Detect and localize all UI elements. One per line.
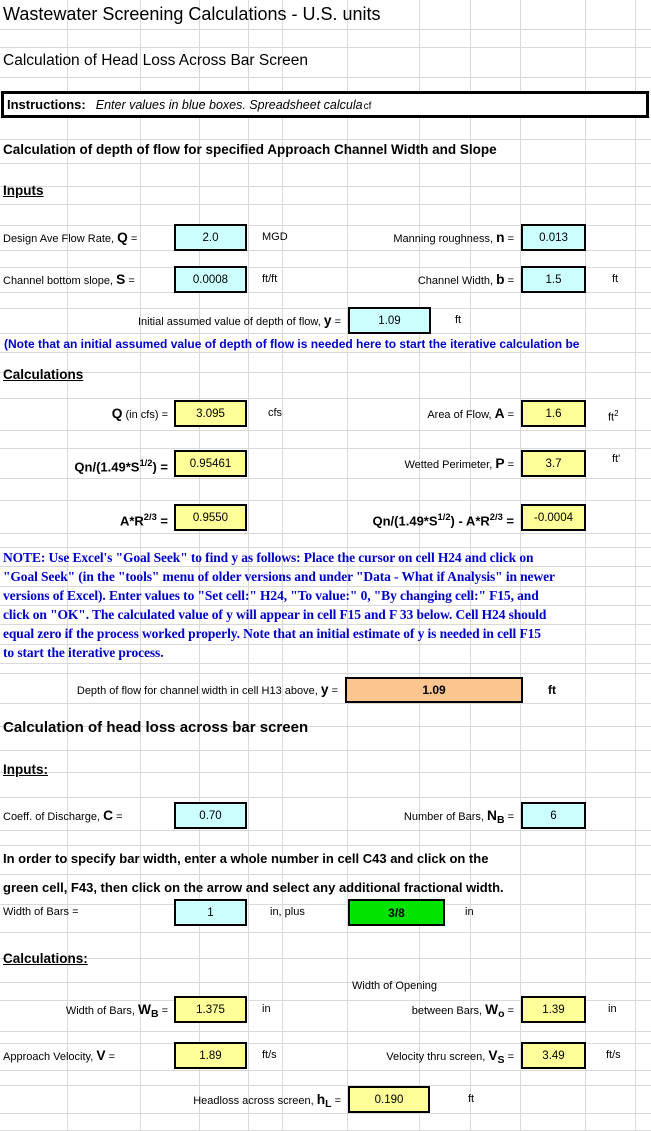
channel-width-input[interactable]: 1.5 <box>521 266 586 293</box>
section1-heading: Calculation of depth of flow for specified Approach Channel Width and Slope <box>3 142 497 157</box>
page-subtitle: Calculation of Head Loss Across Bar Screen <box>3 52 308 69</box>
wo-unit: in <box>608 1003 617 1015</box>
initial-depth-unit: ft <box>455 314 462 326</box>
ar-term-label: $A*R^{2/3}$ = <box>119 512 168 529</box>
goal-seek-note-line: NOTE: Use Excel's "Goal Seek" to find y as follows: Place the cursor on cell H24 and click on <box>3 550 534 565</box>
q-cfs-unit: cfs <box>268 407 283 419</box>
wetted-perimeter-label: Wetted Perimeter, P = <box>404 456 514 471</box>
discharge-coeff-input[interactable]: 0.70 <box>174 802 247 829</box>
q-cfs-label: Q (in cfs) = <box>111 406 168 421</box>
section1-calcs-heading: Calculations <box>3 367 84 382</box>
instructions-text: Enter values in blue boxes. Spreadsheet calcula <box>95 97 363 112</box>
instructions-clipped-text: cf <box>363 101 372 112</box>
bar-width-label: Width of Bars = <box>3 906 79 918</box>
section2-calcs-heading: Calculations: <box>3 951 88 966</box>
screen-velocity-label: Velocity thru screen, $V_S$ = <box>386 1048 514 1067</box>
area-label: Area of Flow, A = <box>427 406 514 421</box>
instructions-label: Instructions: <box>7 97 86 112</box>
ar-term-value: 0.9550 <box>174 504 247 531</box>
residual-value: -0.0004 <box>521 504 586 531</box>
manning-label: Manning roughness, n = <box>393 230 514 245</box>
wetted-perimeter-unit: ft' <box>612 453 621 465</box>
bar-width-fraction-select[interactable]: 3/8 <box>348 899 445 926</box>
depth-result-unit: ft <box>548 683 556 697</box>
slope-label: Channel bottom slope, S = <box>3 272 135 287</box>
goal-seek-note-line: equal zero if the process worked properly. Note that an initial estimate of y is needed in cell F15 <box>3 626 541 641</box>
channel-width-label: Channel Width, b = <box>417 272 514 287</box>
instructions-banner <box>1 91 649 118</box>
num-bars-input[interactable]: 6 <box>521 802 586 829</box>
discharge-coeff-label: Coeff. of Discharge, C = <box>3 808 123 823</box>
goal-seek-note-line: click on "OK". The calculated value of y will appear in cell F15 and F 33 below. Cell H24 should <box>3 607 547 622</box>
bar-width-note-line: green cell, F43, then click on the arrow and select any additional fractional width. <box>3 880 504 895</box>
q-cfs-value: 3.095 <box>174 400 247 427</box>
depth-result-label: Depth of flow for channel width in cell H13 above, y = <box>76 682 338 697</box>
goal-seek-note-line: "Goal Seek" (in the "tools" menu of older versions and under "Data - What if Analysis" in newer <box>3 569 555 584</box>
slope-unit: ft/ft <box>262 273 278 285</box>
headloss-label: Headloss across screen, $h_L$ = <box>193 1092 341 1111</box>
page-title: Wastewater Screening Calculations - U.S. units <box>3 4 381 24</box>
qn-term-value: 0.95461 <box>174 450 247 477</box>
depth-result-value: 1.09 <box>345 677 523 703</box>
wo-value: 1.39 <box>521 996 586 1023</box>
section2-heading: Calculation of head loss across bar screen <box>3 719 309 736</box>
bar-width-note-line: In order to specify bar width, enter a whole number in cell C43 and click on the <box>3 851 489 866</box>
bar-width-whole-input[interactable]: 1 <box>174 899 247 926</box>
iteration-note: (Note that an initial assumed value of depth of flow is needed here to start the iterative calculation be <box>4 337 580 351</box>
area-value: 1.6 <box>521 400 586 427</box>
screen-velocity-unit: ft/s <box>606 1049 621 1061</box>
wetted-perimeter-value: 3.7 <box>521 450 586 477</box>
bar-width-plus-unit: in, plus <box>270 906 305 918</box>
goal-seek-note-line: to start the iterative process. <box>3 645 164 660</box>
headloss-unit: ft <box>468 1093 475 1105</box>
screen-velocity-value: 3.49 <box>521 1042 586 1069</box>
section2-inputs-heading: Inputs: <box>3 762 48 777</box>
qn-term-label: $Qn/(1.49*S^{1/2})$ = <box>74 458 168 475</box>
headloss-value: 0.190 <box>348 1086 430 1113</box>
opening-width-caption: Width of Opening <box>352 980 437 992</box>
design-flow-unit: MGD <box>262 231 288 243</box>
bar-width-fraction-unit: in <box>465 906 474 918</box>
initial-depth-label: Initial assumed value of depth of flow, y = <box>137 313 341 328</box>
slope-input[interactable]: 0.0008 <box>174 266 247 293</box>
area-unit: $ft^2$ <box>608 409 619 424</box>
wb-unit: in <box>262 1003 271 1015</box>
approach-velocity-value: 1.89 <box>174 1042 247 1069</box>
approach-velocity-unit: ft/s <box>262 1049 277 1061</box>
approach-velocity-label: Approach Velocity, V = <box>3 1048 116 1063</box>
residual-label: $Qn/(1.49*S^{1/2}) - A*R^{2/3}$ = <box>372 512 514 529</box>
section1-inputs-heading: Inputs <box>3 183 44 198</box>
design-flow-label: Design Ave Flow Rate, Q = <box>3 230 138 245</box>
goal-seek-note-line: versions of Excel). Enter values to "Set cell:" H24, "To value:" 0, "By changing cell:" F15, and <box>3 588 539 603</box>
wb-label: Width of Bars, $W_B$ = <box>65 1002 168 1021</box>
design-flow-input[interactable]: 2.0 <box>174 224 247 251</box>
manning-input[interactable]: 0.013 <box>521 224 586 251</box>
initial-depth-input[interactable]: 1.09 <box>348 307 431 334</box>
wo-label: between Bars, $W_o$ = <box>411 1002 514 1021</box>
num-bars-label: Number of Bars, $N_B$ = <box>403 808 514 827</box>
channel-width-unit: ft <box>612 273 619 285</box>
wb-value: 1.375 <box>174 996 247 1023</box>
